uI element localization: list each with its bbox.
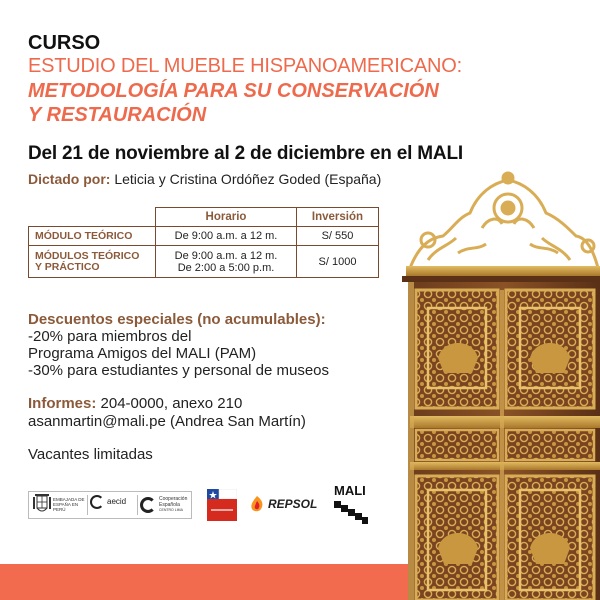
discount-line3: -30% para estudiantes y personal de museos <box>28 362 330 379</box>
instructors-value: Leticia y Cristina Ordóñez Goded (España) <box>110 171 382 187</box>
course-title-line2: METODOLOGÍA PARA SU CONSERVACIÓN <box>28 80 439 102</box>
discounts-title: Descuentos especiales (no acumulables): <box>28 311 326 328</box>
contact-email: asanmartin@mali.pe (Andrea San Martín) <box>28 413 306 430</box>
logo-divider <box>87 495 88 515</box>
cabinet-crest <box>410 173 598 268</box>
course-label: CURSO <box>28 32 101 54</box>
cabinet-image <box>398 168 600 600</box>
module-name-line1: MÓDULOS TEÓRICO <box>35 249 140 262</box>
course-dates: Del 21 de noviembre al 2 de diciembre en el MALI <box>28 143 463 164</box>
aecid-text: aecid <box>107 497 127 507</box>
module-name <box>29 246 156 278</box>
table-row <box>29 246 379 278</box>
schedule-header-blank <box>29 208 156 227</box>
contact-phone-value: 204-0000, anexo 210 <box>96 395 243 412</box>
chile-flag-icon <box>207 489 237 521</box>
repsol-text: REPSOL <box>268 497 318 511</box>
spain-embassy-logo <box>33 493 85 517</box>
discount-line1: -20% para miembros del <box>28 328 192 345</box>
cooperacion-icon <box>140 497 156 513</box>
instructors-label: Dictado por: <box>28 171 111 187</box>
mali-text: MALI <box>334 483 366 498</box>
repsol-flame-icon <box>248 495 266 513</box>
instructors <box>28 171 381 187</box>
course-title-line3: Y RESTAURACIÓN <box>28 104 207 126</box>
contact-phone <box>28 395 242 412</box>
course-title-line1: ESTUDIO DEL MUEBLE HISPANOAMERICANO: <box>28 55 462 77</box>
module-price: S/ 1000 <box>297 246 379 278</box>
bottom-accent-bar <box>0 564 410 600</box>
schedule-table <box>28 207 379 278</box>
aecid-logo <box>90 495 126 509</box>
chile-government-logo <box>207 489 237 521</box>
module-schedule-line1: De 9:00 a.m. a 12 m. <box>174 249 278 262</box>
vacancies-note: Vacantes limitadas <box>28 446 153 463</box>
module-name-line2: Y PRÁCTICO <box>35 260 100 273</box>
logo-divider <box>137 495 138 515</box>
aecid-icon <box>90 495 104 509</box>
contact-label: Informes: <box>28 395 97 412</box>
module-name: MÓDULO TEÓRICO <box>29 227 156 246</box>
module-schedule: De 9:00 a.m. a 12 m. <box>156 227 297 246</box>
discount-line2: Programa Amigos del MALI (PAM) <box>28 345 257 362</box>
spain-crest-icon <box>33 493 51 515</box>
mali-steps-icon <box>334 501 370 529</box>
schedule-header-row <box>29 208 379 227</box>
schedule-header-inversion: Inversión <box>297 208 379 227</box>
module-price: S/ 550 <box>297 227 379 246</box>
table-row <box>29 227 379 246</box>
cooperacion-text: Cooperación Española CENTRO LIMA <box>159 496 188 512</box>
module-schedule <box>156 246 297 278</box>
repsol-logo <box>248 495 318 518</box>
module-schedule-line2: De 2:00 a 5:00 p.m. <box>177 261 275 274</box>
spain-embassy-text: EMBAJADA DE ESPAÑA EN PERÚ <box>53 497 85 512</box>
schedule-header-horario: Horario <box>156 208 297 227</box>
